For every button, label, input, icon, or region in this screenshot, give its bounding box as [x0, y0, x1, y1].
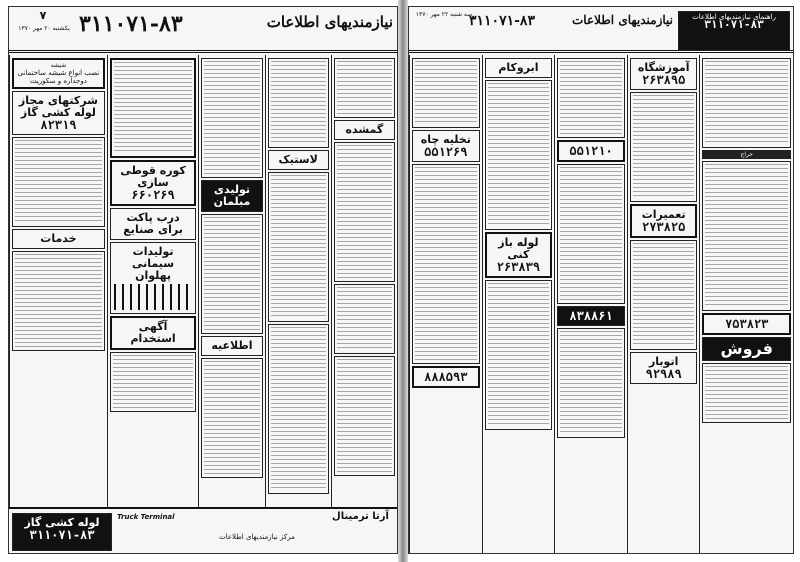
classified-ad	[12, 251, 105, 351]
repair-title: تعمیرات	[641, 208, 686, 221]
guide-title: راهنمای نیازمندیهای اطلاعات	[692, 13, 776, 21]
masthead-phone: ۳۱۱۰۷۱-۸۳	[469, 13, 535, 29]
printing-ad	[412, 130, 480, 162]
ad-number-box	[412, 366, 480, 388]
hiring-ad: آگهی استخدام	[110, 316, 197, 350]
column	[554, 55, 627, 553]
page-gutter	[398, 0, 408, 562]
pipes-ad	[12, 91, 105, 135]
glass-ad	[12, 58, 105, 89]
repair-phone: ۲۷۳۸۲۵	[641, 220, 686, 234]
glass-title: شیشه	[50, 62, 67, 69]
masthead-title: نیازمندیهای اطلاعات	[571, 13, 673, 27]
guide-box	[678, 11, 790, 51]
date-line: یکشنبه ۲۰ مهر ۱۳۷۰	[18, 25, 70, 32]
repair-ad	[630, 204, 698, 238]
column	[107, 55, 199, 553]
classified-ad	[702, 363, 791, 423]
left-newspaper-page	[8, 6, 398, 554]
mesh-ad	[110, 242, 197, 314]
furnace-ad	[110, 160, 197, 206]
services-ad: خدمات	[12, 229, 105, 249]
mesh-graphic	[114, 284, 193, 310]
pipes-phone: ۸۲۳۱۹	[40, 118, 77, 132]
classified-ad	[12, 137, 105, 227]
classified-ad	[110, 58, 197, 158]
page-number: ۷	[39, 9, 47, 22]
printing-title: تخلیه چاه	[420, 133, 471, 146]
terminal-en: Truck Terminal	[117, 513, 175, 521]
classified-ad	[268, 58, 329, 148]
computer-ad: ابروکام	[485, 58, 553, 78]
classified-ad	[334, 284, 395, 354]
classified-ad	[557, 58, 625, 138]
classified-ad	[702, 58, 791, 148]
terminal-title: آرتا ترمینال	[332, 511, 389, 522]
ad-number: ۸۸۸۵۹۳	[424, 370, 468, 384]
moving-phone: ۹۲۹۸۹	[645, 367, 682, 381]
classified-ad	[412, 58, 480, 128]
door-ad: درب پاکت برای صنایع	[110, 208, 197, 240]
column	[198, 55, 264, 553]
school-ad	[630, 58, 698, 90]
gas-footer-phone: ۳۱۱۰۷۱-۸۳	[29, 528, 95, 542]
column	[331, 55, 397, 553]
classified-ad	[201, 358, 262, 478]
guide-phone: ۳۱۱۰۷۱-۸۳	[704, 18, 764, 31]
classified-ad	[485, 280, 553, 430]
left-footer	[9, 507, 397, 553]
furnace-title: کوره قوطی سازی	[120, 164, 186, 189]
sales-ad: فروش	[702, 337, 791, 361]
moving-ad	[630, 352, 698, 384]
lost-ad: گمشده	[334, 120, 395, 140]
classified-ad	[702, 161, 791, 311]
classified-ad	[485, 80, 553, 230]
pipes-ad	[485, 232, 553, 278]
classified-ad	[557, 328, 625, 438]
gas-footer-title: لوله کشی گاز	[24, 516, 100, 529]
section-header: حراج	[702, 150, 791, 159]
heater-ad	[557, 306, 625, 326]
clean-phone: ۵۵۱۲۱۰	[569, 144, 613, 158]
pipes-title: شرکتهای مجاز لوله کشی گاز	[18, 94, 98, 119]
masthead-title: نیازمندیهای اطلاعات	[266, 13, 393, 31]
school-phone: ۲۶۳۸۹۵	[641, 73, 686, 87]
column	[409, 55, 482, 553]
classified-ad	[268, 324, 329, 494]
classified-ad	[334, 356, 395, 476]
glass-body: نصب انواع شیشه ساختمانی دوجداره و سکوریت	[17, 69, 100, 85]
furniture-ad: تولیدی مبلمان	[201, 180, 262, 212]
bazar-ad	[702, 313, 791, 335]
column	[699, 55, 793, 553]
bazar-phone: ۷۵۳۸۲۳	[725, 317, 769, 331]
column	[265, 55, 331, 553]
furnace-phone: ۶۶۰۲۶۹	[131, 188, 175, 202]
classified-ad	[110, 352, 197, 412]
moving-title: اتوبار	[648, 355, 679, 368]
printing-phone: ۵۵۱۲۶۹	[424, 145, 468, 159]
left-masthead	[9, 7, 397, 53]
tires-ad: لاستیک	[268, 150, 329, 170]
right-masthead	[409, 7, 793, 53]
footer-title: مرکز نیازمندیهای اطلاعات	[219, 533, 295, 541]
mesh-title: تولیدات سیمانی پهلوان	[132, 245, 175, 282]
heater-phone: ۸۳۸۸۶۱	[569, 309, 613, 323]
pipes-title: لوله باز کنی	[498, 236, 539, 261]
gas-footer-ad	[12, 513, 112, 551]
classified-ad	[557, 164, 625, 304]
classified-ad	[268, 172, 329, 322]
date-line: سه شنبه ۲۲ مهر ۱۳۷۰	[415, 11, 473, 18]
column	[482, 55, 555, 553]
classified-ad	[201, 214, 262, 334]
classified-ad	[334, 58, 395, 118]
classified-ad	[412, 164, 480, 364]
classified-ad	[334, 142, 395, 282]
column	[9, 55, 107, 553]
notice-ad: اطلاعیه	[201, 336, 262, 356]
right-newspaper-page	[408, 6, 794, 554]
column	[627, 55, 700, 553]
school-title: آموزشگاه	[637, 61, 690, 74]
classified-ad	[630, 92, 698, 202]
classified-ad	[201, 58, 262, 178]
classified-ad	[630, 240, 698, 350]
clean-ad	[557, 140, 625, 162]
masthead-phone: ۳۱۱۰۷۱-۸۳	[79, 11, 183, 37]
pipes-phone: ۲۶۳۸۳۹	[496, 260, 541, 274]
